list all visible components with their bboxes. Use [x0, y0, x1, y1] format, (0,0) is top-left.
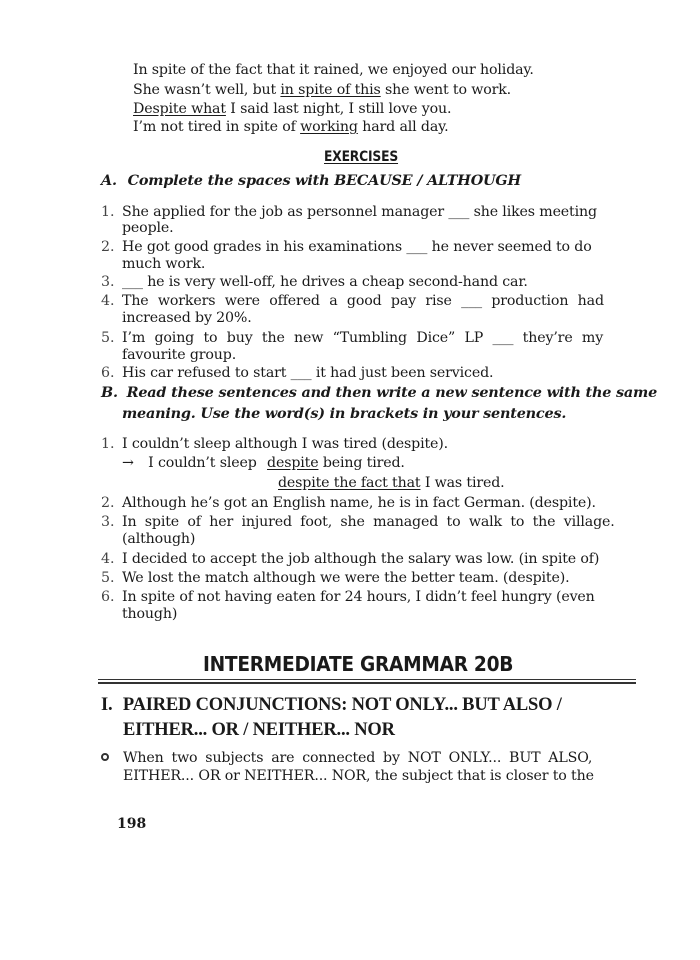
exercise-a-item-5: I’m going to buy the new “Tumbling Dice” LP ___ they’re my: [122, 330, 604, 346]
subsection-title-line2: EITHER... OR / NEITHER... NOR: [123, 720, 395, 740]
exercises-heading: EXERCISES: [324, 149, 399, 165]
exercise-a-item-6: His car refused to start ___ it had just been serviced.: [122, 365, 494, 381]
underlined-phrase: working: [300, 119, 358, 135]
body-paragraph-line: EITHER... OR or NEITHER... NOR, the subject that is closer to the: [123, 768, 594, 784]
section-a-instruction: A. Complete the spaces with BECAUSE / ALTHOUGH: [101, 172, 521, 189]
example-sentence: I couldn’t sleep although I was tired (despite).: [122, 436, 449, 452]
body-paragraph-line: When two subjects are connected by NOT ONLY... BUT ALSO,: [123, 750, 593, 766]
exercise-b-item-6: In spite of not having eaten for 24 hours, I didn’t feel hungry (even: [122, 589, 595, 605]
example-answer-1: → I couldn’t sleep despite being tired.: [122, 455, 405, 471]
double-rule-bottom: [98, 682, 636, 684]
example-line: She wasn’t well, but in spite of this she went to work.: [133, 82, 512, 98]
section-b-instruction-line2: meaning. Use the word(s) in brackets in your sentences.: [122, 405, 567, 422]
underlined-phrase: Despite what: [133, 101, 226, 117]
exercise-b-item-3: In spite of her injured foot, she managed to walk to the village.: [122, 514, 615, 530]
textbook-page: In spite of the fact that it rained, we enjoyed our holiday. She wasn’t well, but in spite of this she went to work. Despite what I said last night, I still love you. I’m not tired in spite of working hard all day. EXERCISES A. Complete the spaces with BECAUSE / ALTHOUGH 1. She applied for the job as personnel manager ___ she likes meeting people. 2. He got good grades in his examinations ___ he never seemed to do much work. 3. ___ he is very well-off, he drives a cheap second-hand car. 4. The workers were offered a good pay rise ___ production had increased by 20%. 5. I’m going to buy the new “Tumbling Dice” LP ___ they’re my favourite group. 6. His car refused to start ___ it had just been serviced. B. Read these sentences and then write a new sentence with the same meaning. Use the word(s) in brackets in your sentences. 1. I couldn’t sleep although I was tired (despite). → I couldn’t sleep despite being tired. despite the fact that I was tired. 2. Although he’s got an English name, he is in fact German. (despite). 3. In spite of her injured foot, she managed to walk to the village. (although) 4. I decided to accept the job although the salary was low. (in spite of) 5. We lost the match although we were the better team. (despite). 6. In spite of not having eaten for 24 hours, I didn’t feel hungry (even though) INTERMEDIATE GRAMMAR 20B I. PAIRED CONJUNCTIONS: NOT ONLY... BUT ALSO / EITHER... OR / NEITHER... NOR When two subjects are connected by NOT ONLY... BUT ALSO, EITHER... OR or NEITHER... NOR, the subject that is closer to the 198: [0, 0, 700, 960]
exercise-a-item-3: ___ he is very well-off, he drives a cheap second-hand car.: [122, 274, 528, 290]
underlined-phrase: in spite of this: [280, 82, 381, 98]
exercise-a-item-4: The workers were offered a good pay rise ___ production had: [122, 293, 604, 309]
example-line: In spite of the fact that it rained, we enjoyed our holiday.: [133, 62, 534, 78]
exercise-a-item-2: He got good grades in his examinations ___ he never seemed to do: [122, 239, 592, 255]
exercise-b-item-5: We lost the match although we were the better team. (despite).: [122, 570, 570, 586]
example-line: Despite what I said last night, I still love you.: [133, 101, 452, 117]
example-line: I’m not tired in spite of working hard all day.: [133, 119, 449, 135]
example-answer-2: despite the fact that I was tired.: [278, 475, 505, 491]
exercise-a-item-1: She applied for the job as personnel manager ___ she likes meeting: [122, 204, 597, 220]
section-b-instruction: B. Read these sentences and then write a new sentence with the same: [101, 384, 658, 401]
exercise-b-item-2: Although he’s got an English name, he is in fact German. (despite).: [122, 495, 596, 511]
page-number: 198: [117, 816, 147, 832]
chapter-title: INTERMEDIATE GRAMMAR 20B: [203, 652, 514, 676]
arrow-icon: →: [122, 455, 134, 471]
double-rule-top: [98, 679, 636, 680]
bullet-icon: [101, 753, 109, 761]
subsection-title: I. PAIRED CONJUNCTIONS: NOT ONLY... BUT ALSO /: [101, 695, 562, 715]
exercise-b-item-4: I decided to accept the job although the salary was low. (in spite of): [122, 551, 600, 567]
